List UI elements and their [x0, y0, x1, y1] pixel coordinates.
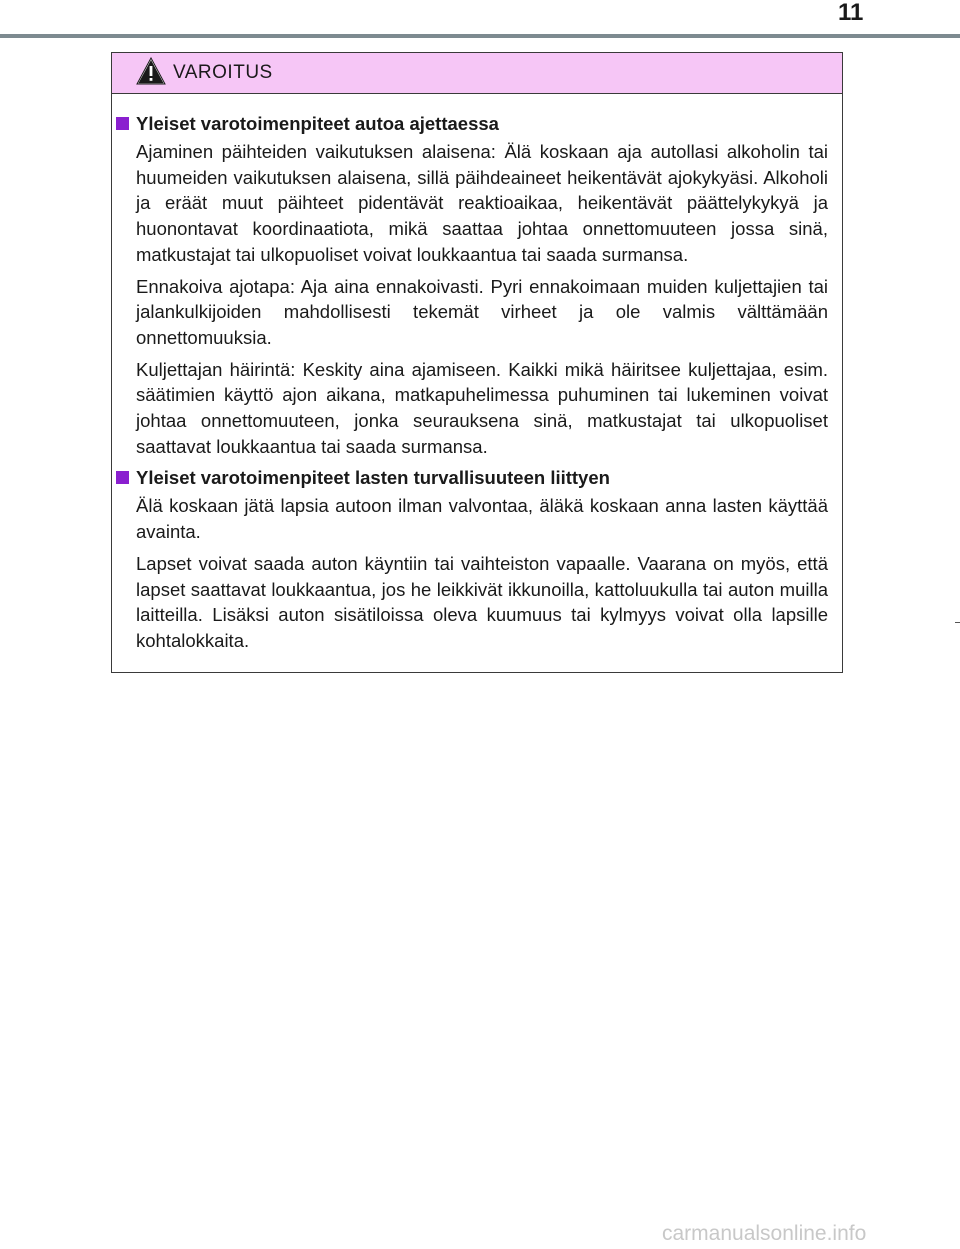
warning-title: VAROITUS	[173, 62, 273, 83]
paragraph-driver-distraction: Kuljettajan häirintä: Keskity aina ajamiseen. Kaikki mikä häiritsee kuljettajaa, esim. säätimien käyttö ajon aikana, matkapuhelimessa puhuminen tai lukeminen voivat johtaa onnettomuuteen, jonka seurauksena sinä, matkustajat tai ulkopuoliset saattavat loukkaantua tai saada surmansa.	[136, 358, 828, 457]
section-heading-children	[112, 465, 842, 491]
paragraph-children-hazards: Lapset voivat saada auton käyntiin tai vaihteiston vapaalle. Vaarana on myös, että lapset saattavat loukkaantua, jos he leikkivät ikkunoilla, kattoluukulla tai auton muilla laitteilla. Lisäksi auton sisätiloissa oleva kuumuus tai kylmyys voivat olla lapsille kohtalokkaita.	[136, 552, 828, 651]
square-bullet-icon	[116, 117, 129, 130]
header-rule	[0, 34, 960, 38]
paragraph-children-unattended: Älä koskaan jätä lapsia autoon ilman valvontaa, äläkä koskaan anna lasten käyttää avainta.	[136, 495, 828, 543]
warning-body	[112, 111, 842, 660]
paragraph-defensive-driving: Ennakoiva ajotapa: Aja aina ennakoivasti. Pyri ennakoimaan muiden kuljettajien tai jalankulkijoiden mahdollisesti tekemät virheet ja ole valmis välttämään onnettomuuksia.	[136, 275, 828, 348]
warning-box	[111, 52, 843, 673]
section-heading-text: Yleiset varotoimenpiteet autoa ajettaessa	[136, 113, 499, 134]
warning-triangle-icon	[136, 57, 166, 85]
edge-mark	[955, 622, 960, 623]
square-bullet-icon	[116, 471, 129, 484]
warning-header	[112, 53, 842, 94]
watermark[interactable]: carmanualsonline.info	[662, 1222, 867, 1245]
section-heading-driving	[112, 111, 842, 137]
paragraph-intoxication: Ajaminen päihteiden vaikutuksen alaisena: Älä koskaan aja autollasi alkoholin tai huumeiden vaikutuksen alaisena, sillä päihdeaineet heikentävät ajokykyäsi. Alkoholi ja eräät muut päihteet pidentävät reaktioaikaa, heikentävät päättelykykyä ja huonontavat koordinaatiota, mikä saattaa johtaa onnettomuuteen jossa sinä, matkustajat tai ulkopuoliset voivat loukkaantua tai saada surmansa.	[136, 141, 828, 265]
section-heading-text: Yleiset varotoimenpiteet lasten turvallisuuteen liittyen	[136, 467, 610, 489]
page-number: 11	[838, 0, 864, 26]
